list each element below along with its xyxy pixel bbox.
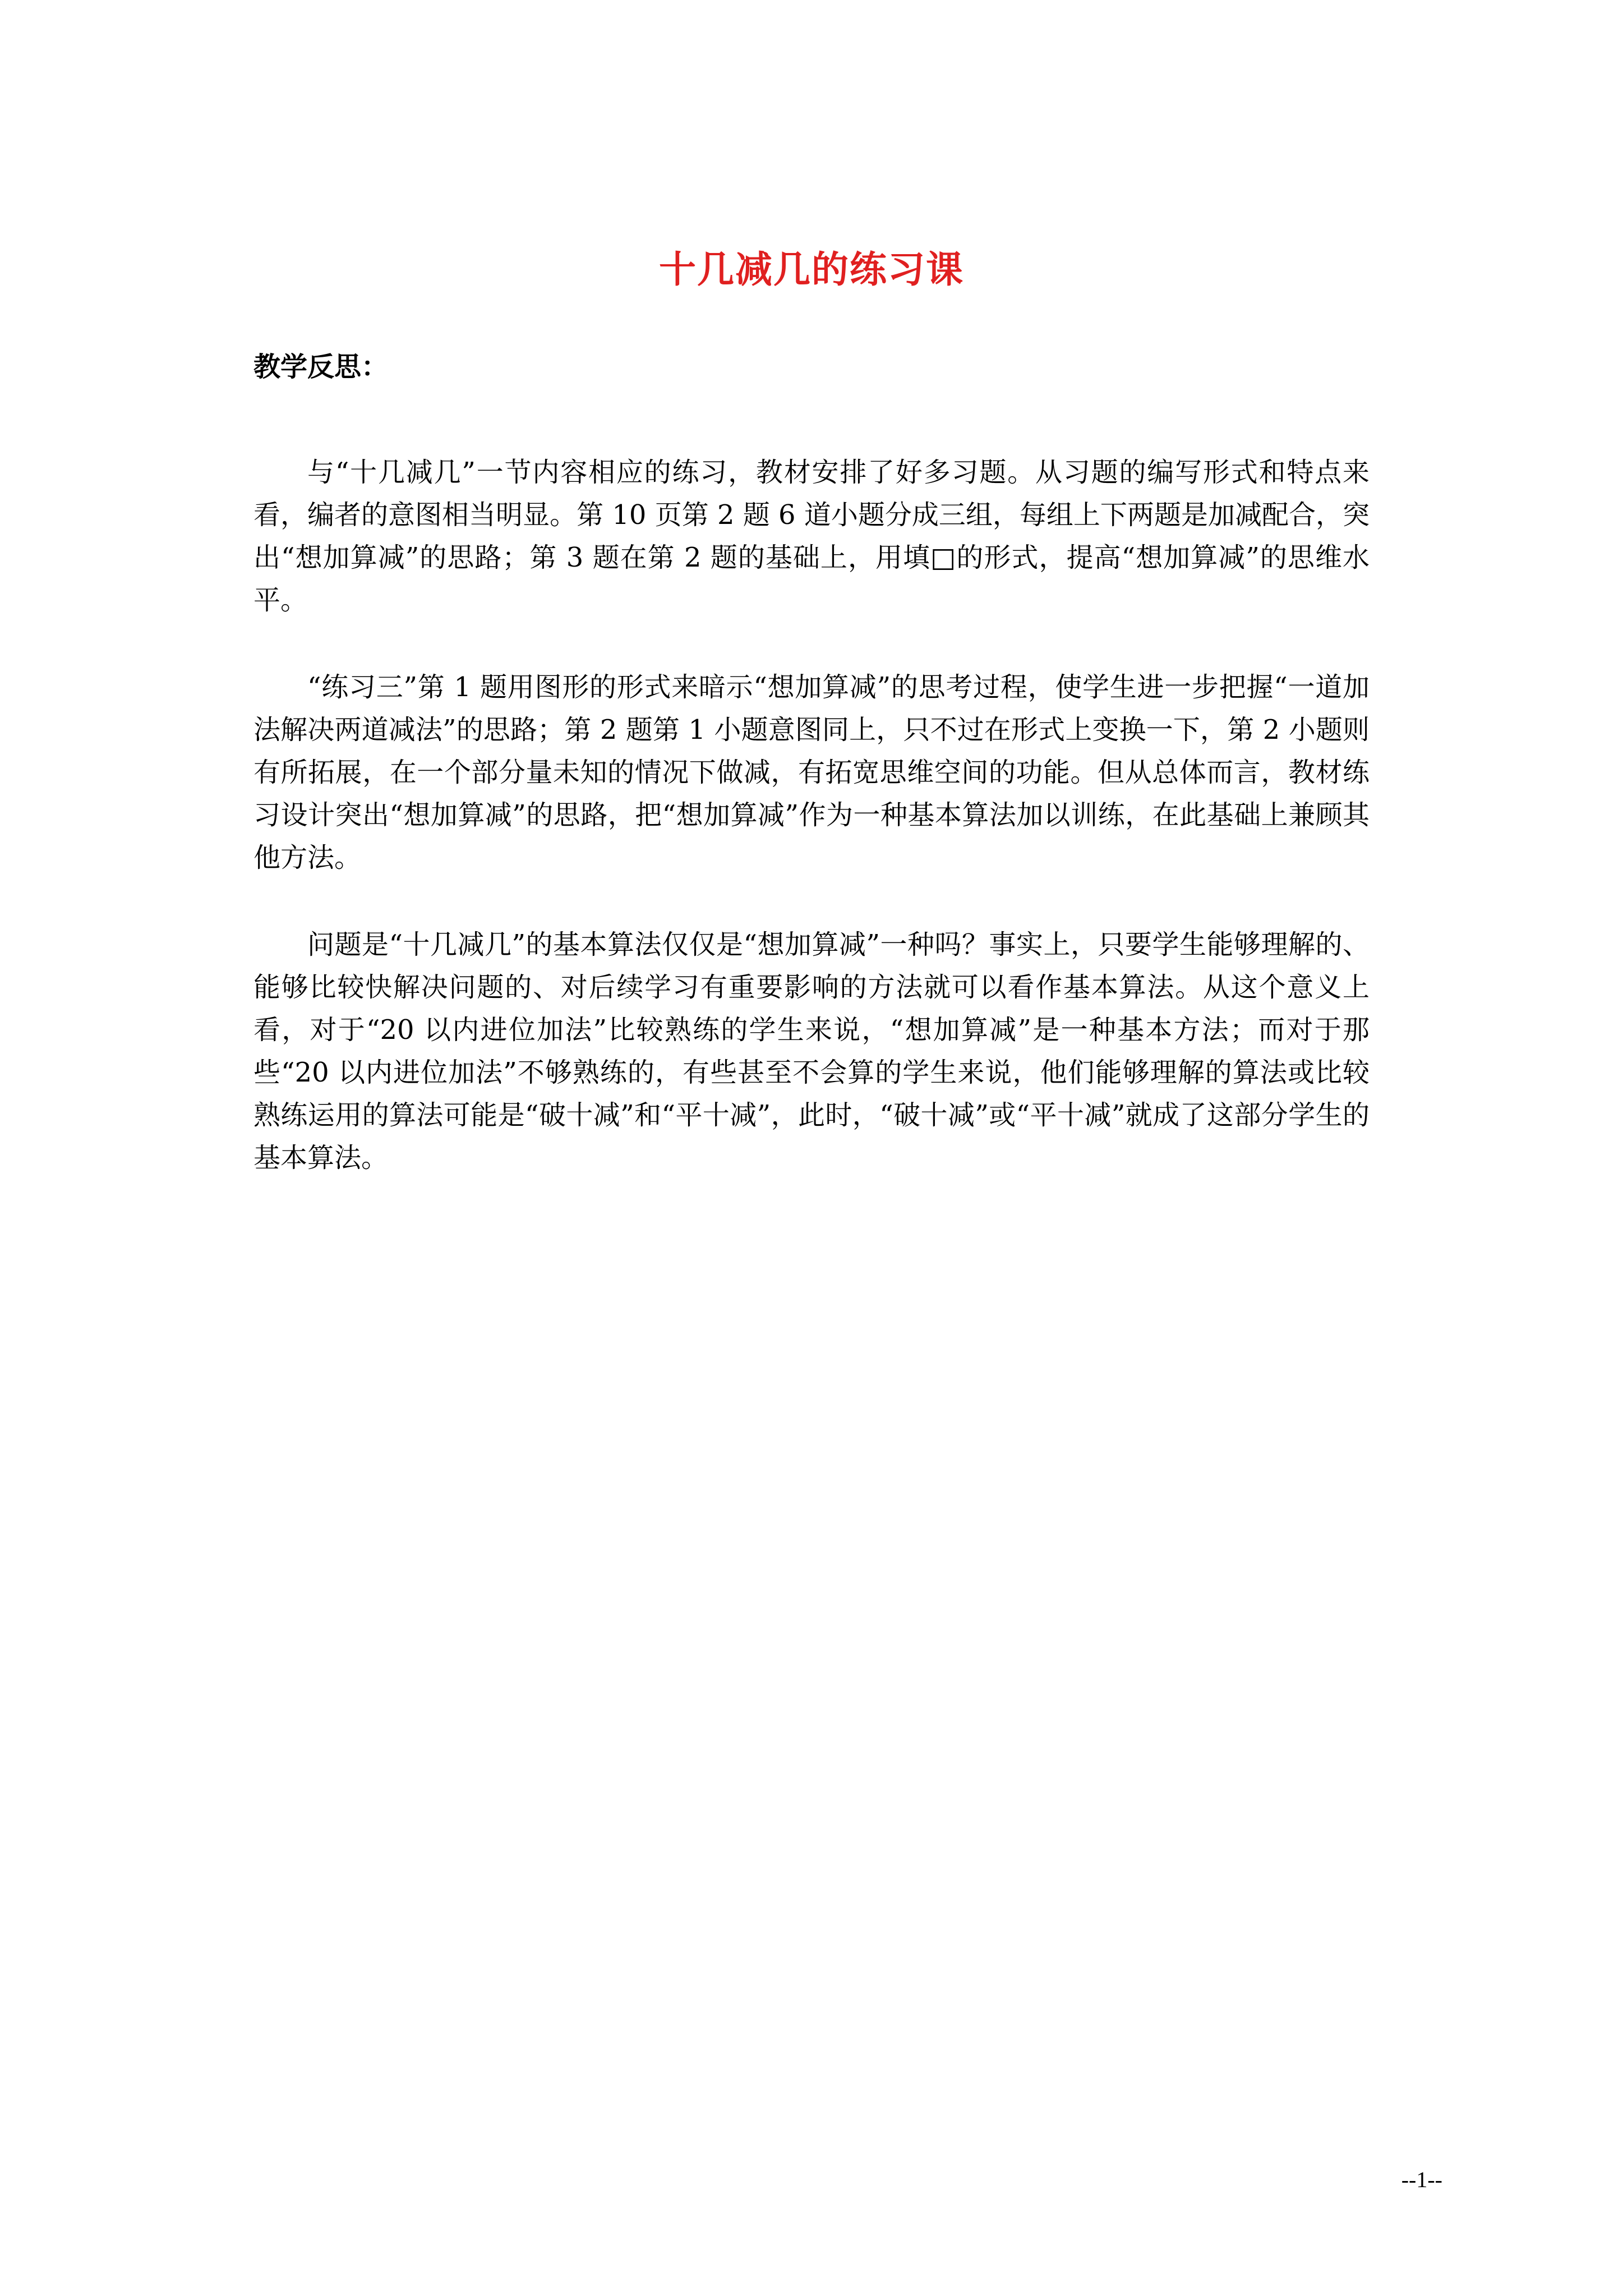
paragraph-3: 问题是“十几减几”的基本算法仅仅是“想加算减”一种吗？事实上，只要学生能够理解的、能够比较快解决问题的、对后续学习有重要影响的方法就可以看作基本算法。从这个意义上看，对于“20 以内进位加法”比较熟练的学生来说，“想加算减”是一种基本方法；而对于那些“20 以内进位加法”不够熟练的，有些甚至不会算的学生来说，他们能够理解的算法或比较熟练运用的算法可能是“破十减”和“平十减”，此时，“破十减”或“平十减”就成了这部分学生的基本算法。: [253, 929, 1370, 1174]
document-title: 十几减几的练习课: [659, 247, 964, 291]
section-heading: 教学反思：: [253, 351, 389, 383]
page-number: --1--: [1401, 2167, 1442, 2192]
paragraph-1: 与“十几减几”一节内容相应的练习，教材安排了好多习题。从习题的编写形式和特点来看，编者的意图相当明显。第 10 页第 2 题 6 道小题分成三组，每组上下两题是加减配合，突出“想加算减”的思路；第 3 题在第 2 题的基础上，用填□的形式，提高“想加算减”的思维水平。: [253, 457, 1370, 616]
body-text: [253, 451, 1370, 1223]
paragraph-2: “练习三”第 1 题用图形的形式来暗示“想加算减”的思考过程，使学生进一步把握“一道加法解决两道减法”的思路；第 2 题第 1 小题意图同上，只不过在形式上变换一下，第 2 小题则有所拓展，在一个部分量未知的情况下做减，有拓宽思维空间的功能。但从总体而言，教材练习设计突出“想加算减”的思路，把“想加算减”作为一种基本算法加以训练，在此基础上兼顾其他方法。: [253, 671, 1370, 873]
